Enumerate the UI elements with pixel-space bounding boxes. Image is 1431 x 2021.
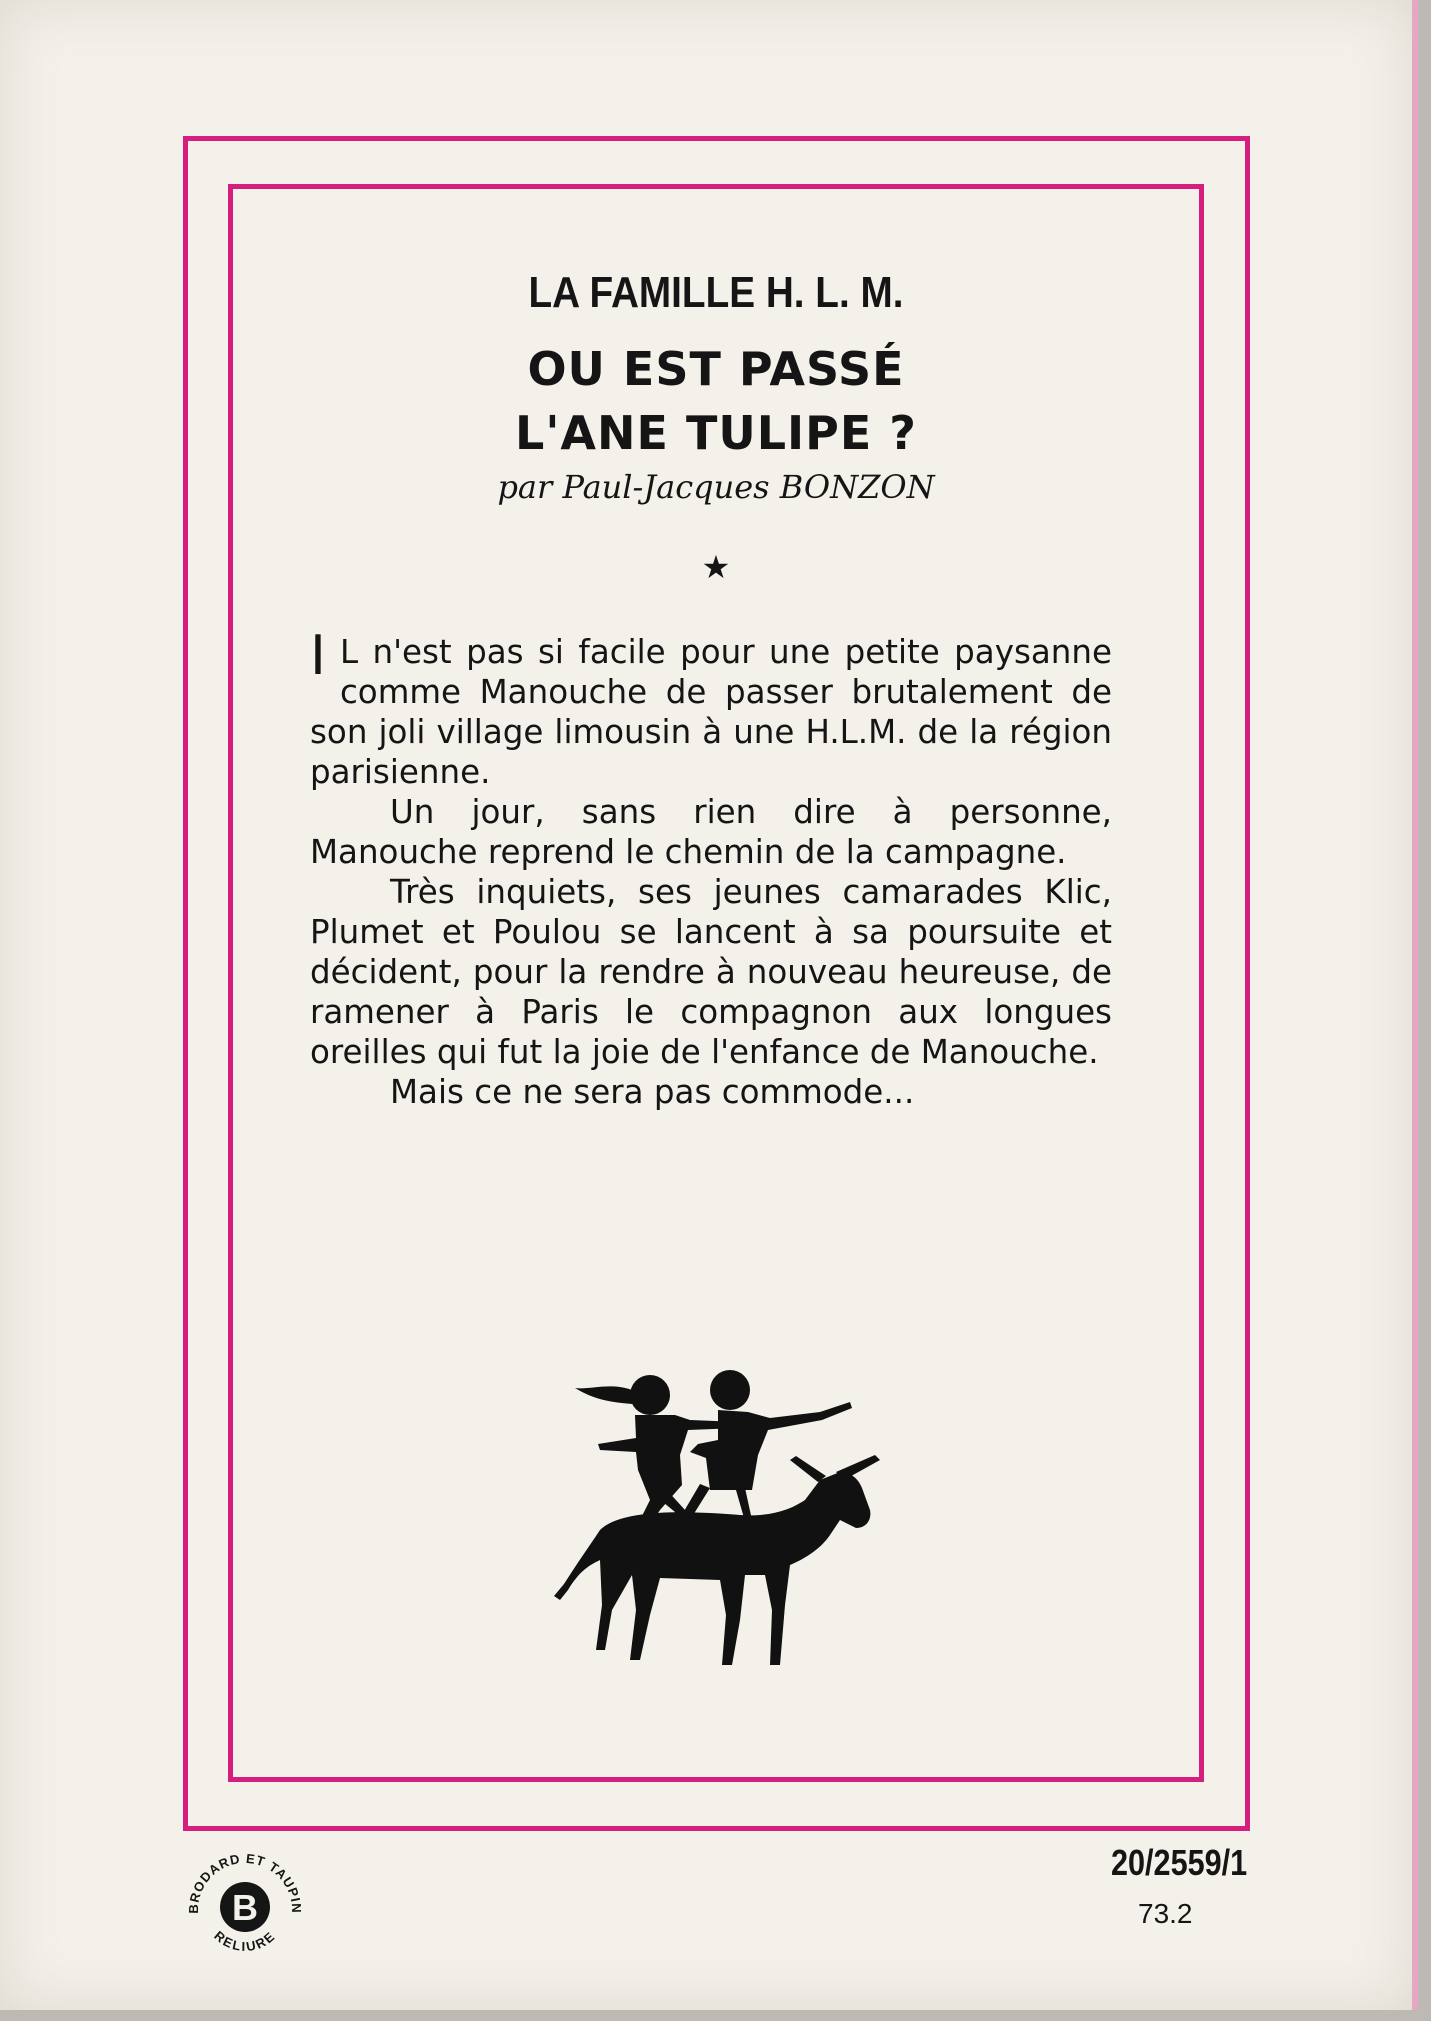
children-riding-donkey-silhouette — [540, 1360, 910, 1690]
blurb-text — [310, 624, 1112, 1112]
star-separator: ★ — [701, 548, 731, 586]
brodard-taupin-logo — [180, 1840, 310, 1970]
blurb-paragraph-4: Mais ce ne sera pas commode... — [390, 1073, 915, 1111]
logo-text-top: BRODARD ET TAUPIN — [185, 1850, 305, 1914]
blurb-paragraph-1-text: L n'est pas si facile pour une petite paysanne comme Manouche de passer brutalement de son joli village limousin à une H.L.M. de la région parisienne. — [310, 633, 1112, 791]
blurb-paragraph-3: Très inquiets, ses jeunes camarades Klic, Plumet et Poulou se lancent à sa poursuite et décident, pour la rendre à nouveau heureuse, de ramener à Paris le compagnon aux longues oreilles qui fut la joie de l'enfance de Manouche. — [310, 873, 1112, 1071]
print-code: 73.2 — [1138, 1898, 1193, 1929]
blurb-paragraph-2: Un jour, sans rien dire à personne, Manouche reprend le chemin de la campagne. — [310, 793, 1112, 871]
book-title-line-2: L'ANE TULIPE ? — [515, 406, 917, 460]
series-title: LA FAMILLE H. L. M. — [528, 268, 904, 317]
catalog-code: 20/2559/1 — [1110, 1842, 1247, 1883]
logo-text-bottom: RELIURE — [211, 1927, 279, 1955]
blurb-paragraph-1 — [310, 624, 1112, 792]
book-title-line-1: OU EST PASSÉ — [527, 342, 905, 396]
author-line: par Paul-Jacques BONZON — [497, 468, 935, 506]
drop-cap: I — [310, 624, 326, 687]
logo-letter: B — [232, 1887, 258, 1928]
